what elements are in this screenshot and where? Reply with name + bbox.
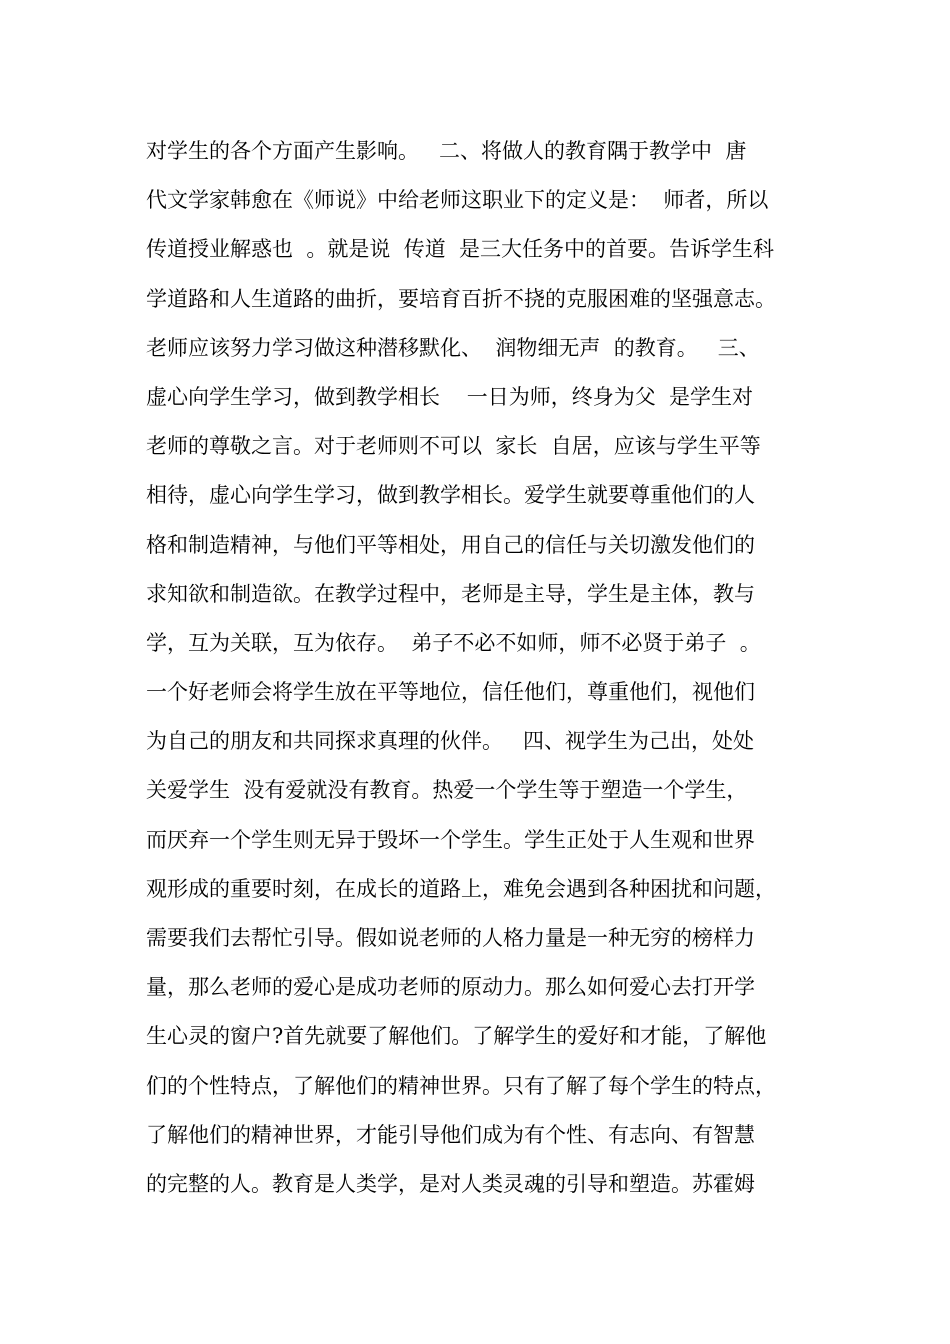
text-line: 生心灵的窗户?首先就要了解他们。了解学生的爱好和才能，了解他	[146, 1024, 767, 1049]
text-line: 相待，虚心向学生学习，做到教学相长。爱学生就要尊重他们的人	[146, 483, 755, 508]
text-line: 一个好老师会将学生放在平等地位，信任他们，尊重他们，视他们	[146, 680, 755, 705]
text-line: 老师的尊敬之言。对于老师则不可以 家长 自居，应该与学生平等	[146, 434, 761, 459]
text-line: 们的个性特点，了解他们的精神世界。只有了解了每个学生的特点，	[146, 1073, 776, 1098]
text-line: 观形成的重要时刻，在成长的道路上，难免会遇到各种困扰和问题，	[146, 876, 776, 901]
text-line: 学道路和人生道路的曲折，要培育百折不挠的克服困难的坚强意志。	[146, 286, 776, 311]
text-line: 老师应该努力学习做这种潜移默化、 润物细无声 的教育。 三、	[146, 335, 760, 360]
text-line: 格和制造精神，与他们平等相处，用自己的信任与关切激发他们的	[146, 532, 755, 557]
text-line: 的完整的人。教育是人类学，是对人类灵魂的引导和塑造。苏霍姆	[146, 1171, 755, 1196]
text-line: 为自己的朋友和共同探求真理的伙伴。 四、视学生为己出，处处	[146, 729, 755, 754]
text-line: 而厌弃一个学生则无异于毁坏一个学生。学生正处于人生观和世界	[146, 827, 755, 852]
text-line: 虚心向学生学习，做到教学相长 一日为师，终身为父 是学生对	[146, 384, 754, 409]
body-text	[146, 127, 836, 1209]
text-line: 传道授业解惑也 。就是说 传道 是三大任务中的首要。告诉学生科	[146, 237, 775, 262]
text-line: 了解他们的精神世界，才能引导他们成为有个性、有志向、有智慧	[146, 1122, 755, 1147]
text-line: 对学生的各个方面产生影响。 二、将做人的教育隅于教学中 唐	[146, 139, 747, 163]
text-line: 学，互为关联，互为依存。 弟子不必不如师，师不必贤于弟子 。	[146, 630, 761, 655]
text-line: 求知欲和制造欲。在教学过程中，老师是主导，学生是主体，教与	[146, 581, 755, 606]
text-line: 需要我们去帮忙引导。假如说老师的人格力量是一种无穷的榜样力	[146, 926, 755, 950]
text-line: 关爱学生 没有爱就没有教育。热爱一个学生等于塑造一个学生，	[146, 778, 748, 803]
text-line: 代文学家韩愈在《师说》中给老师这职业下的定义是： 师者，所以	[146, 188, 769, 213]
text-line: 量，那么老师的爱心是成功老师的原动力。那么如何爱心去打开学	[146, 975, 755, 1000]
